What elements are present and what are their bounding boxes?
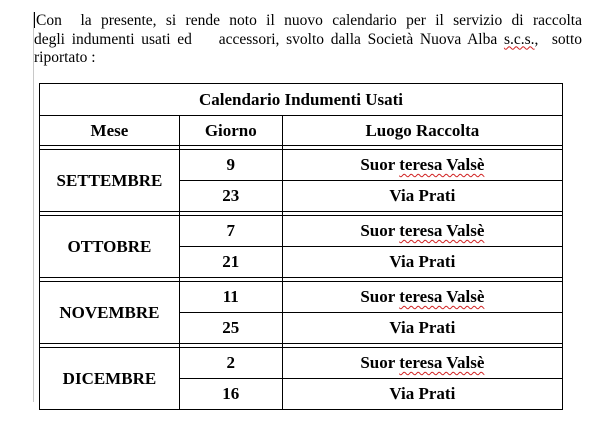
place-cell: [282, 313, 562, 344]
place-cell: [282, 247, 562, 278]
intro-line-2: [34, 31, 582, 50]
place-cell: [282, 150, 562, 181]
place-cell: [282, 216, 562, 247]
day-cell: 23: [179, 181, 282, 212]
day-cell: 21: [179, 247, 282, 278]
month-cell: DICEMBRE: [40, 348, 180, 410]
header-mese: Mese: [40, 116, 180, 146]
text-cursor: [34, 12, 35, 28]
intro-line-1: [34, 12, 582, 31]
calendar-table: [39, 83, 563, 410]
page-margin-line: [33, 12, 34, 402]
day-cell: 11: [179, 282, 282, 313]
intro-line-2-text-a: degli indumenti usati ed accessori, svolto dalla Società Nuova Alba: [34, 30, 504, 48]
day-cell: 2: [179, 348, 282, 379]
place-misspelled: teresa Valsè: [399, 287, 485, 306]
place-misspelled: teresa Valsè: [399, 221, 485, 240]
place-text: Suor: [360, 353, 400, 372]
place-cell: [282, 379, 562, 410]
month-cell: OTTOBRE: [40, 216, 180, 278]
header-luogo: Luogo Raccolta: [282, 116, 562, 146]
place-text: Via Prati: [389, 384, 456, 403]
month-cell: NOVEMBRE: [40, 282, 180, 344]
place-cell: [282, 282, 562, 313]
place-text: Via Prati: [389, 318, 456, 337]
place-text: Suor: [360, 221, 400, 240]
place-text: Suor: [360, 155, 400, 174]
intro-line-2-text-b: , sotto: [534, 30, 582, 48]
day-cell: 16: [179, 379, 282, 410]
intro-line-3: riportato :: [34, 49, 96, 66]
table-title: Calendario Indumenti Usati: [40, 84, 563, 116]
intro-line-1-text: Con la presente, si rende noto il nuovo calendario per il servizio di raccolta: [36, 12, 582, 29]
intro-line-2-misspelled: s.c.s.: [503, 30, 535, 48]
place-cell: [282, 348, 562, 379]
place-text: Via Prati: [389, 186, 456, 205]
day-cell: 25: [179, 313, 282, 344]
place-text: Via Prati: [389, 252, 456, 271]
place-misspelled: teresa Valsè: [399, 353, 485, 372]
place-misspelled: teresa Valsè: [399, 155, 485, 174]
month-cell: SETTEMBRE: [40, 150, 180, 212]
place-cell: [282, 181, 562, 212]
day-cell: 7: [179, 216, 282, 247]
day-cell: 9: [179, 150, 282, 181]
header-giorno: Giorno: [179, 116, 282, 146]
place-text: Suor: [360, 287, 400, 306]
intro-paragraph[interactable]: [34, 12, 582, 68]
